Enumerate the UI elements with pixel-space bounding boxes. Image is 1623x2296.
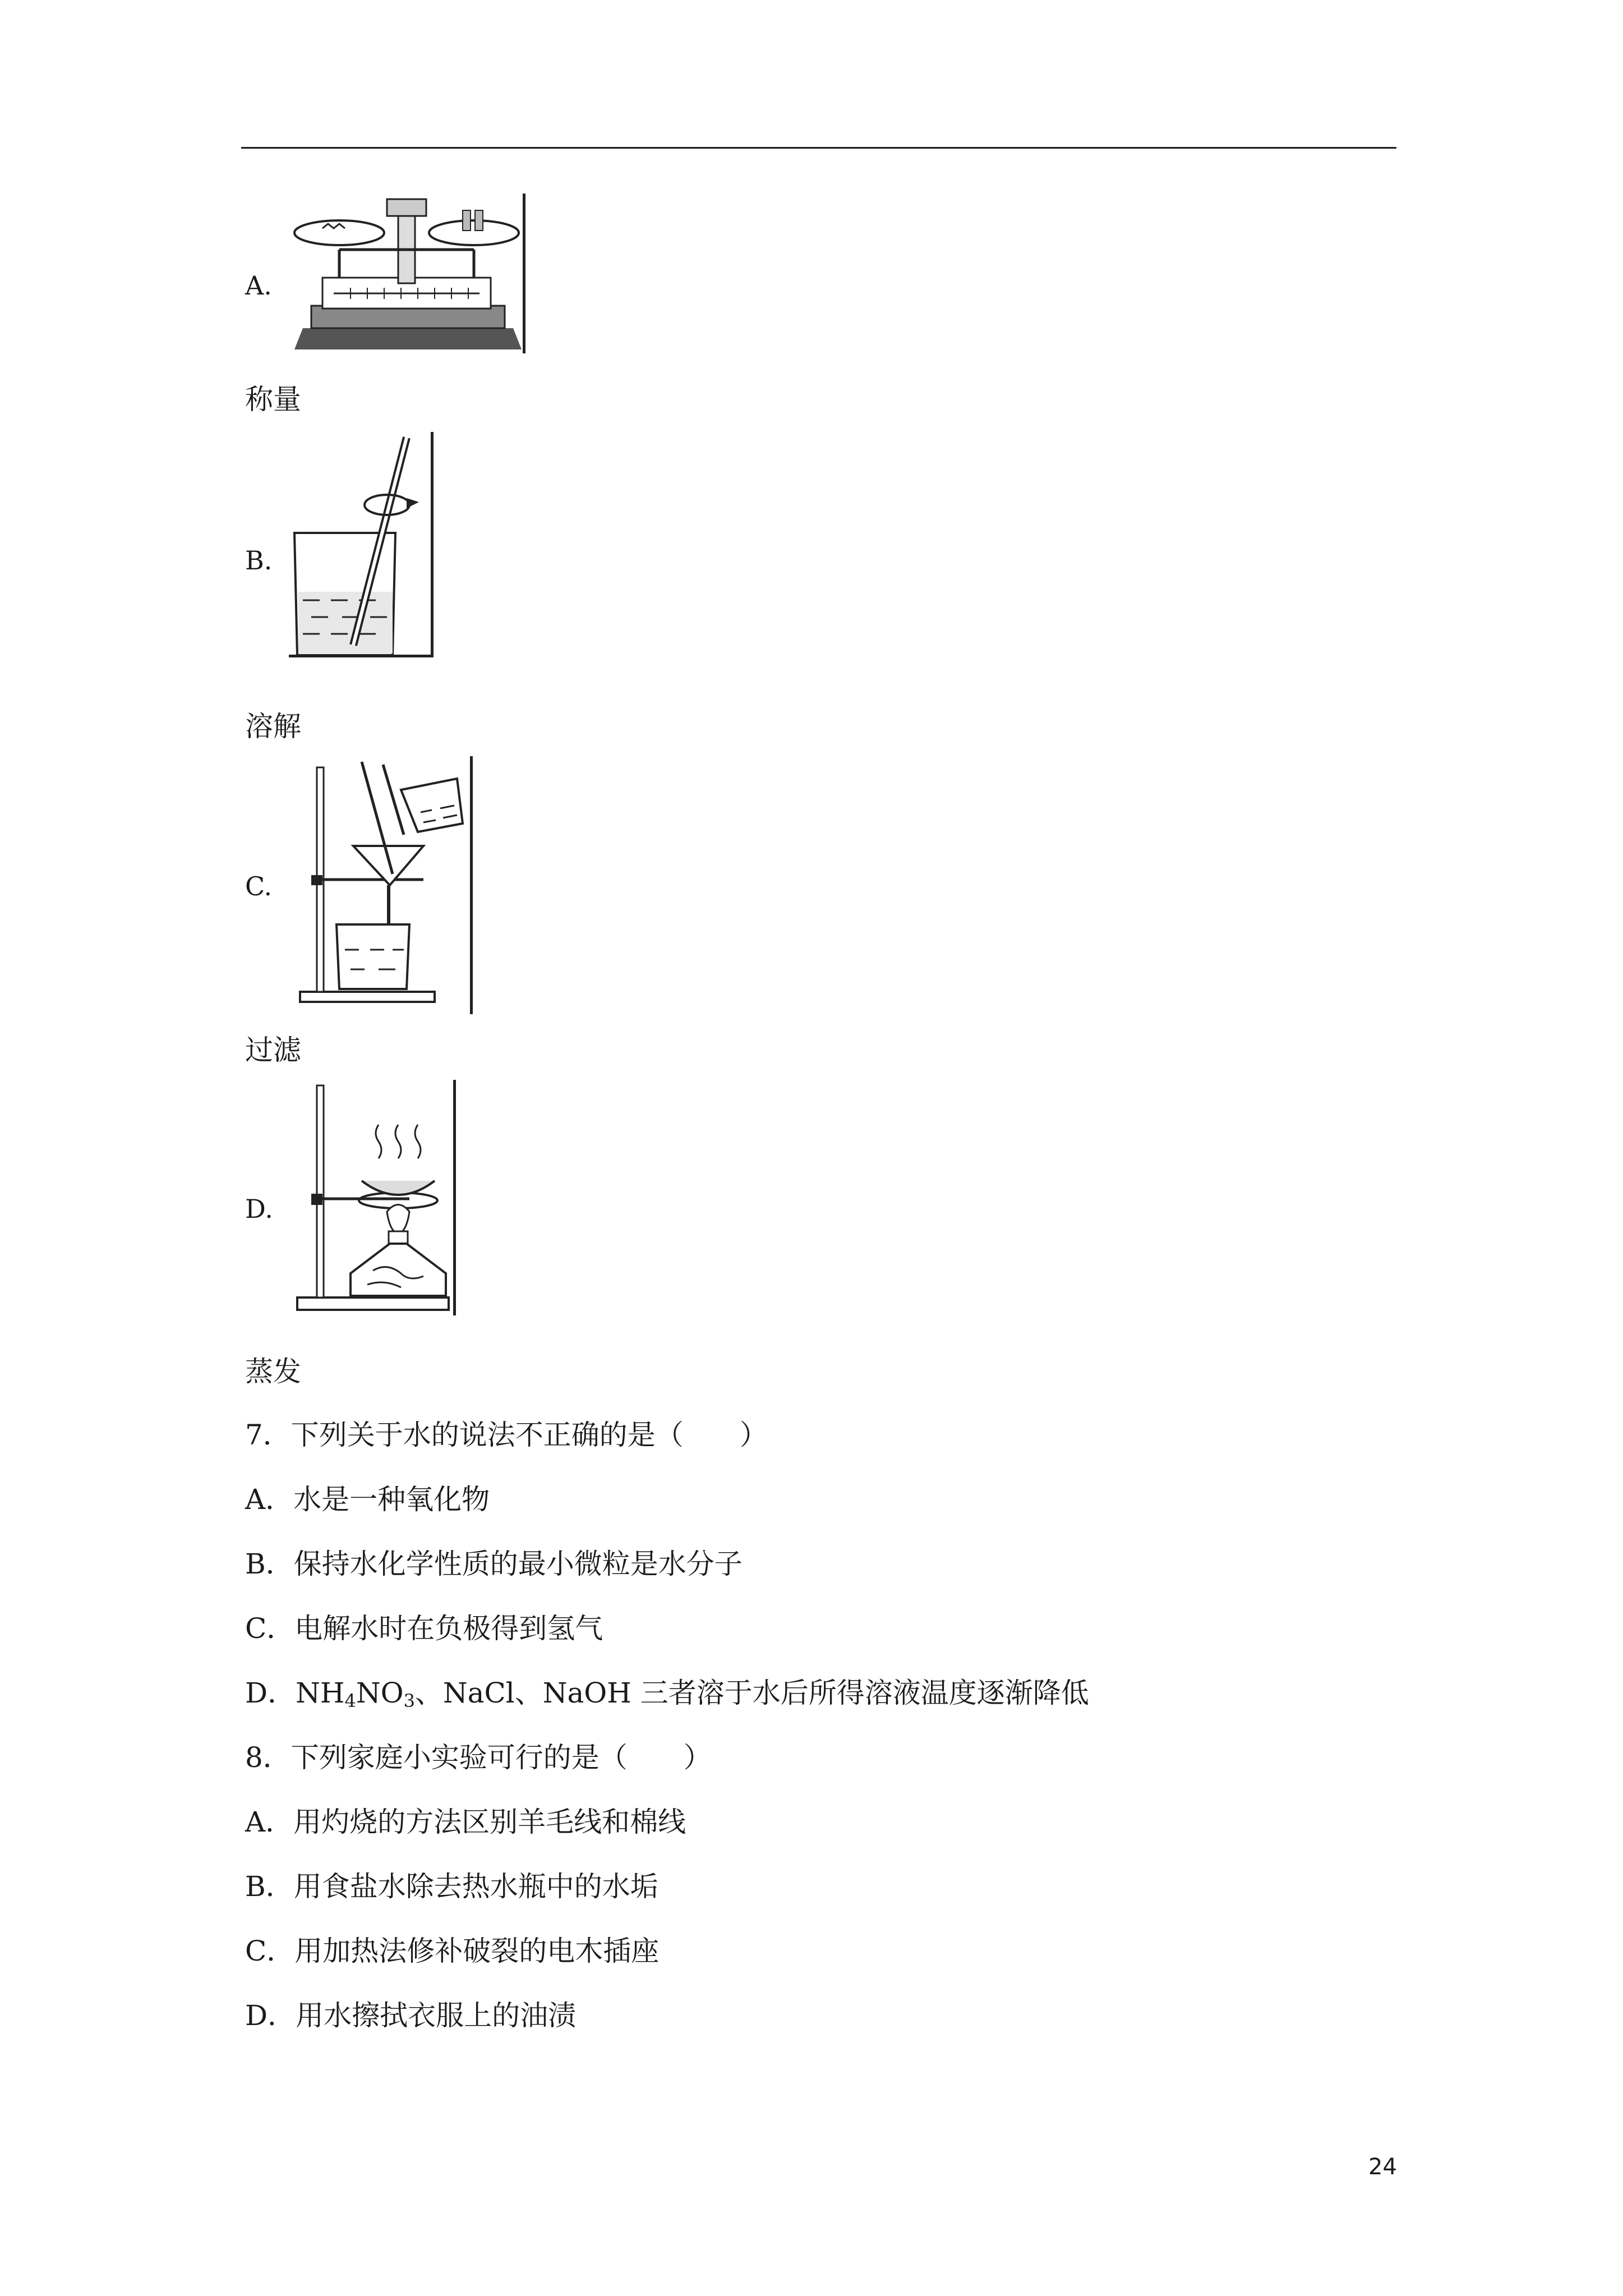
question-7-stem: 7．下列关于水的说法不正确的是（ ） (245, 1419, 768, 1451)
question-8-option-a: A．用灼烧的方法区别羊毛线和棉线 (245, 1806, 686, 1838)
option-b-letter: B. (245, 545, 273, 576)
question-7-option-c: C．电解水时在负极得到氢气 (245, 1612, 603, 1645)
page-number: 24 (1368, 2154, 1397, 2180)
question-7-option-b: B．保持水化学性质的最小微粒是水分子 (245, 1548, 743, 1580)
evaporation-apparatus-icon (289, 1080, 457, 1315)
question-7-option-d: D．$NH_4NO_3$、NaCl、NaOH 三者溶于水后所得溶液温度逐渐降低 (245, 1677, 1089, 1711)
question-8-option-b: B．用食盐水除去热水瓶中的水垢 (245, 1870, 658, 1903)
option-d-letter: D. (245, 1194, 273, 1224)
question-8-option-d: D．用水擦拭衣服上的油渍 (245, 1999, 577, 2032)
question-8-stem: 8．下列家庭小实验可行的是（ ） (245, 1741, 712, 1774)
option-d-caption: 蒸发 (245, 1355, 301, 1388)
header-rule (241, 147, 1396, 149)
beaker-stirring-icon (289, 432, 435, 662)
question-8-option-c: C．用加热法修补破裂的电木插座 (245, 1935, 660, 1967)
option-c-caption: 过滤 (245, 1034, 301, 1066)
balance-weighing-icon (289, 194, 527, 353)
filtration-apparatus-icon (289, 756, 474, 1014)
option-b-caption: 溶解 (245, 710, 301, 743)
option-c-letter: C. (245, 871, 273, 901)
option-a-caption: 称量 (245, 383, 301, 416)
question-7-option-a: A．水是一种氧化物 (245, 1483, 490, 1516)
option-a-letter: A. (245, 270, 272, 301)
